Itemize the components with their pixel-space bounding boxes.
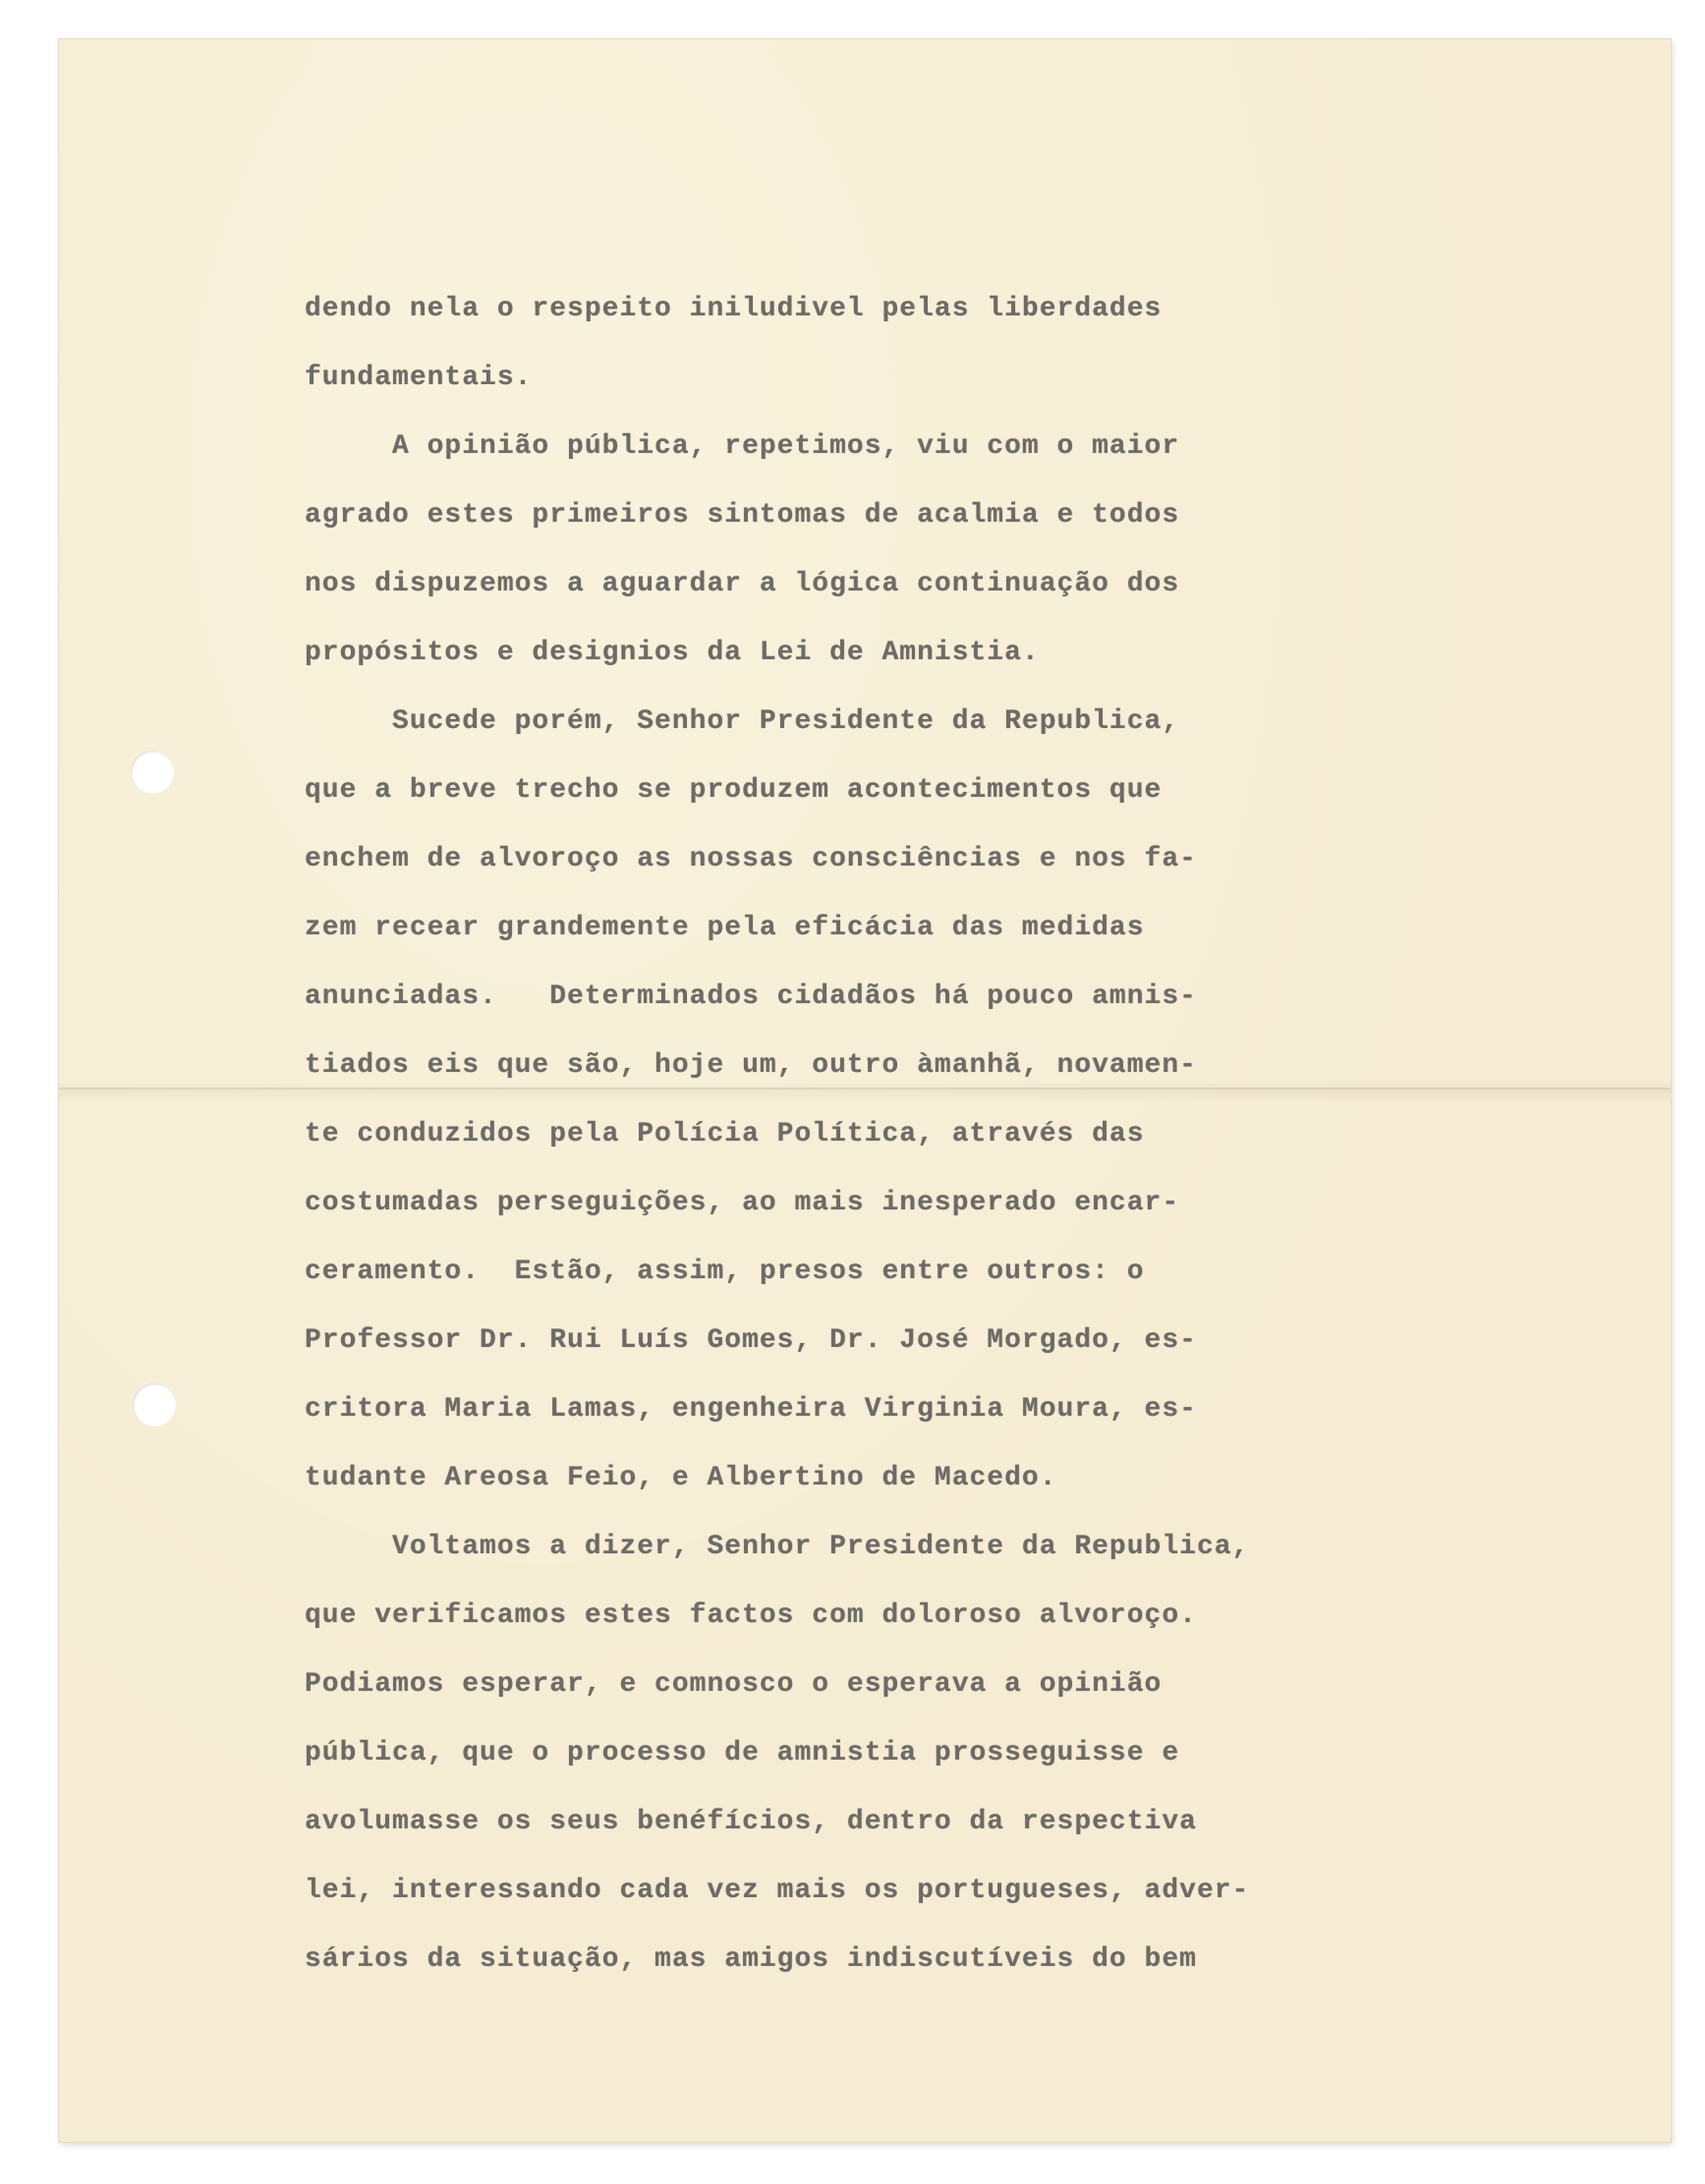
text-line: propósitos e designios da Lei de Amnistia. xyxy=(305,638,1040,668)
text-line: Voltamos a dizer, Senhor Presidente da Republica, xyxy=(305,1532,1250,1562)
text-line: critora Maria Lamas, engenheira Virginia Moura, es- xyxy=(305,1394,1197,1425)
punch-hole-top xyxy=(131,751,174,794)
text-line: enchem de alvoroço as nossas consciências e nos fa- xyxy=(305,844,1197,874)
text-line: tiados eis que são, hoje um, outro àmanhã, novamen- xyxy=(305,1050,1197,1081)
text-line: tudante Areosa Feio, e Albertino de Macedo. xyxy=(305,1463,1057,1493)
text-line: nos dispuzemos a aguardar a lógica continuação dos xyxy=(305,569,1180,599)
text-line: anunciadas. Determinados cidadãos há pouco amnis- xyxy=(305,981,1197,1012)
text-line: Professor Dr. Rui Luís Gomes, Dr. José Morgado, es- xyxy=(305,1325,1197,1356)
text-line: sários da situação, mas amigos indiscutíveis do bem xyxy=(305,1944,1197,1975)
text-line: fundamentais. xyxy=(305,363,533,393)
text-line: Sucede porém, Senhor Presidente da Republica, xyxy=(305,706,1180,737)
text-line: que a breve trecho se produzem acontecimentos que xyxy=(305,775,1163,806)
text-line: Podiamos esperar, e comnosco o esperava a opinião xyxy=(305,1669,1163,1700)
text-line: pública, que o processo de amnistia prosseguisse e xyxy=(305,1738,1180,1768)
text-line: costumadas perseguições, ao mais inesperado encar- xyxy=(305,1188,1180,1218)
text-line: lei, interessando cada vez mais os portugueses, adver- xyxy=(305,1876,1250,1906)
text-line: A opinião pública, repetimos, viu com o maior xyxy=(305,431,1180,462)
text-line: te conduzidos pela Polícia Política, através das xyxy=(305,1119,1145,1149)
text-line: ceramento. Estão, assim, presos entre outros: o xyxy=(305,1257,1145,1287)
punch-hole-bottom xyxy=(133,1383,176,1427)
text-line: agrado estes primeiros sintomas de acalmia e todos xyxy=(305,500,1180,531)
text-line: dendo nela o respeito iniludivel pelas liberdades xyxy=(305,294,1163,324)
typewritten-text xyxy=(305,275,1405,1994)
text-line: que verificamos estes factos com doloroso alvoroço. xyxy=(305,1600,1197,1631)
text-line: avolumasse os seus benéfícios, dentro da respectiva xyxy=(305,1807,1197,1837)
text-line: zem recear grandemente pela eficácia das medidas xyxy=(305,913,1145,943)
